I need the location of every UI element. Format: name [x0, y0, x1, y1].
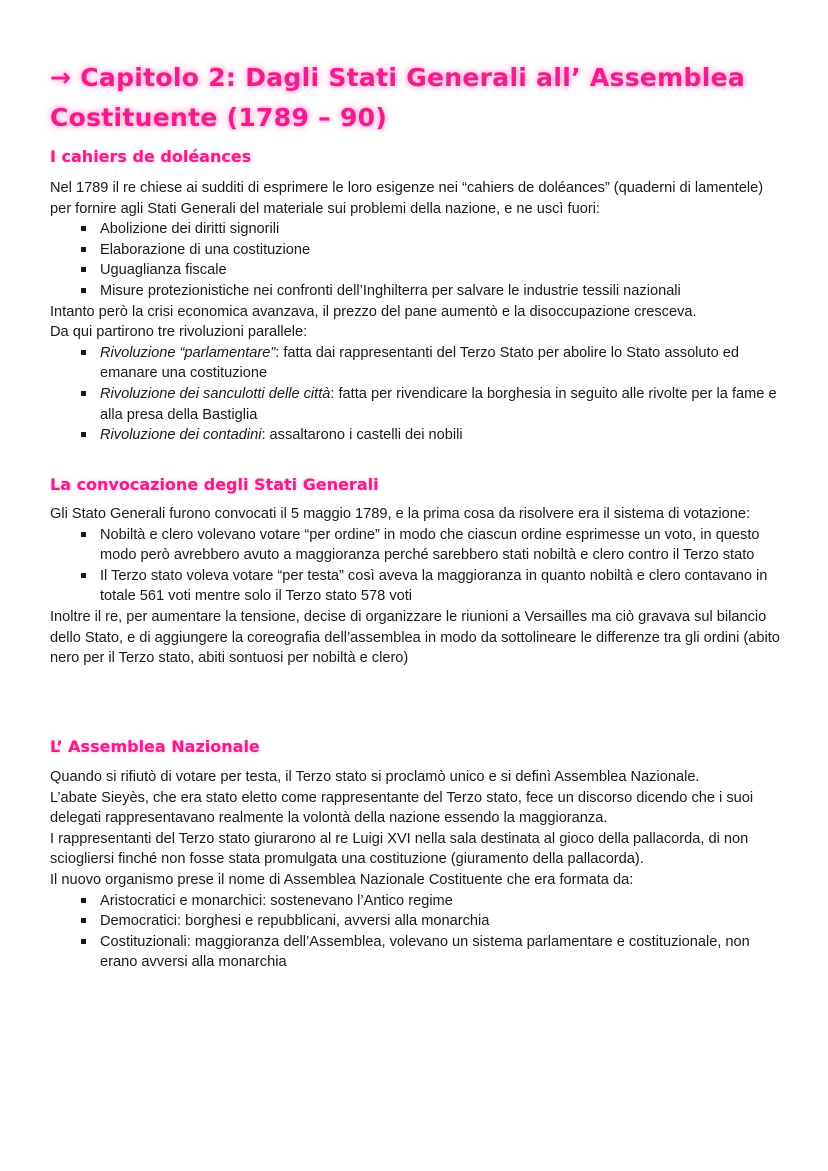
paragraph: Da qui partirono tre rivoluzioni parallele: [50, 324, 308, 341]
list-item [50, 343, 780, 384]
paragraph: Quando si rifiutò di votare per testa, il Terzo stato si proclamò unico e si definì Assemblea Nazionale. [50, 769, 700, 785]
list-item: Democratici: borghesi e repubblicani, avversi alla monarchia [50, 911, 780, 932]
list-item-text: : fatta dai rappresentanti del Terzo Stato per abolire lo Stato assoluto ed emanare una costituzione [100, 344, 739, 382]
paragraph: Il nuovo organismo prese il nome di Assemblea Nazionale Costituente che era formata da: [50, 871, 634, 888]
list-item-text: : fatta per rivendicare la borghesia in seguito alle rivolte per la fame e alla presa della Bastiglia [100, 385, 777, 423]
section-body-cahiers [50, 178, 780, 446]
list-item [50, 425, 780, 446]
list-item-text: : assaltarono i castelli dei nobili [261, 427, 463, 444]
section-body-convocazione [50, 504, 780, 669]
paragraph: I rappresentanti del Terzo stato giurarono al re Luigi XVI nella sala destinata al gioco della pallacorda, di non sciogliersi finché non fosse stata promulgata una costituzione (giuramento della pallacorda). [50, 830, 749, 868]
section-heading-cahiers: I cahiers de doléances [50, 147, 252, 166]
section-heading-assemblea: L’ Assemblea Nazionale [50, 737, 260, 756]
list-item-term: Rivoluzione dei sanculotti delle città [100, 385, 331, 402]
list-item: Il Terzo stato voleva votare “per testa” così aveva la maggioranza in quanto nobiltà e clero contavano in totale 561 voti mentre solo il Terzo stato 578 voti [50, 566, 780, 607]
list-item [50, 384, 780, 425]
list-item-term: Rivoluzione “parlamentare” [100, 344, 276, 361]
bullet-list-voting [50, 525, 780, 607]
list-item: Costituzionali: maggioranza dell’Assemblea, volevano un sistema parlamentare e costituzionale, non erano avversi alla monarchia [50, 932, 780, 973]
list-item: Nobiltà e clero volevano votare “per ordine” in modo che ciascun ordine esprimesse un voto, in questo modo però avrebbero avuto a maggioranza perché sarebbero stati nobiltà e clero contro il Terzo stato [50, 525, 780, 566]
list-item: Elaborazione di una costituzione [50, 240, 780, 261]
bullet-list-revolutions [50, 343, 780, 446]
paragraph: Gli Stato Generali furono convocati il 5 maggio 1789, e la prima cosa da risolvere era il sistema di votazione: [50, 506, 751, 522]
section-heading-convocazione: La convocazione degli Stati Generali [50, 475, 379, 494]
paragraph: L’abate Sieyès, che era stato eletto come rappresentante del Terzo stato, fece un discorso dicendo che i suoi delegati rappresentavano realmente la volontà della nazione essendo la maggioranza. [50, 789, 754, 827]
list-item: Abolizione dei diritti signorili [50, 219, 780, 240]
list-item: Misure protezionistiche nei confronti dell’Inghilterra per salvare le industrie tessili nazionali [50, 281, 780, 302]
paragraph: Inoltre il re, per aumentare la tensione, decise di organizzare le riunioni a Versailles ma ciò gravava sul bilancio dello Stato, e di aggiungere la coreografia dell’assemblea in modo da sottolineare le differenze tra gli ordini (abito nero per il Terzo stato, abiti sontuosi per nobiltà e clero) [50, 608, 780, 667]
list-item: Aristocratici e monarchici: sostenevano l’Antico regime [50, 891, 780, 912]
chapter-title: → Capitolo 2: Dagli Stati Generali all’ Assemblea Costituente (1789 – 90) [50, 63, 745, 132]
section-body-assemblea [50, 767, 780, 973]
paragraph: Intanto però la crisi economica avanzava, il prezzo del pane aumentò e la disoccupazione cresceva. [50, 303, 697, 320]
list-item-term: Rivoluzione dei contadini [100, 427, 262, 444]
list-item: Uguaglianza fiscale [50, 260, 780, 281]
paragraph: Nel 1789 il re chiese ai sudditi di esprimere le loro esigenze nei “cahiers de doléances” (quaderni di lamentele) per fornire agli Stati Generali del materiale sui problemi della nazione, e ne uscì fuori: [50, 180, 764, 217]
bullet-list-factions [50, 891, 780, 973]
bullet-list-demands [50, 219, 780, 301]
